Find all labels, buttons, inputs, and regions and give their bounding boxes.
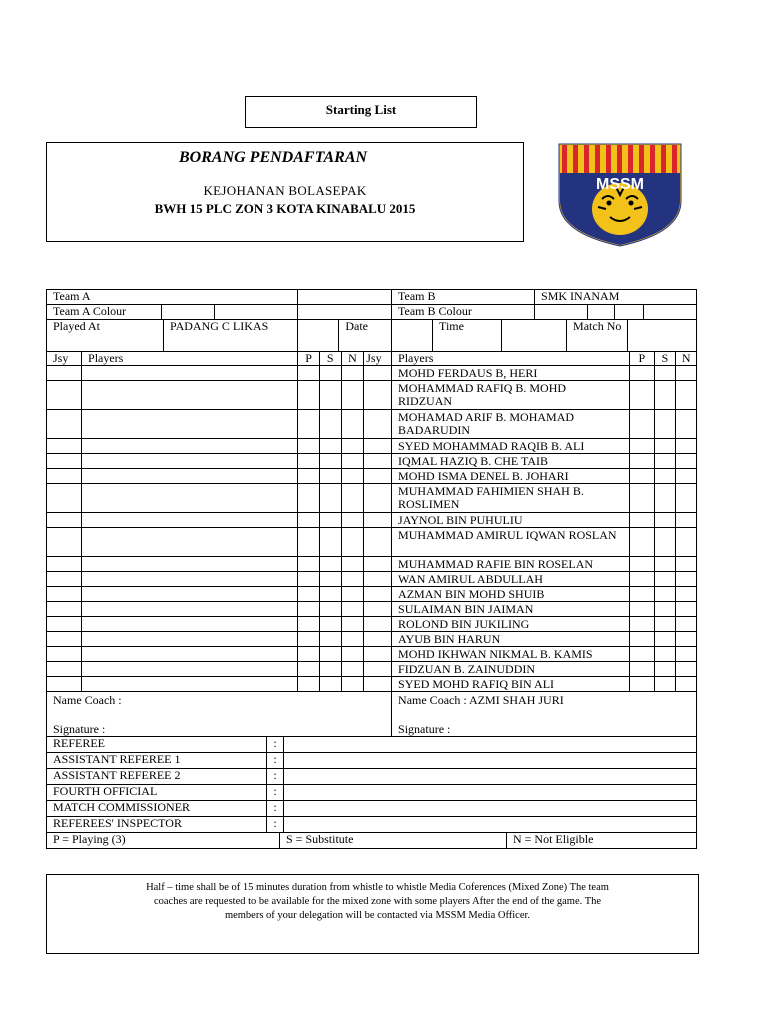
team-b-colour-3[interactable] [615,305,644,319]
n-b-cell[interactable] [676,602,697,617]
official-row [47,753,697,769]
jsy-b-cell[interactable] [364,366,392,381]
p-b-cell[interactable] [629,381,654,410]
player-row [47,469,697,484]
player-row [47,602,697,617]
n-b-cell[interactable] [676,647,697,662]
player-a-cell[interactable] [82,662,298,677]
coach-b-label: Name Coach : [398,693,467,707]
starting-list-title: Starting List [245,96,477,128]
official-field[interactable] [284,785,696,800]
p-a-cell[interactable] [298,572,320,587]
time-label: Time [433,320,502,351]
jsy-a-cell[interactable] [47,513,82,528]
p-b-cell[interactable] [629,557,654,572]
s-b-cell[interactable] [654,677,676,692]
player-a-cell[interactable] [82,366,298,381]
official-label: REFEREES' INSPECTOR [47,817,267,832]
jsy-b-cell[interactable] [364,410,392,439]
n-a-cell[interactable] [341,662,364,677]
n-b-cell[interactable] [676,439,697,454]
official-cell [47,769,697,785]
p-b-cell[interactable] [629,602,654,617]
n-b-cell[interactable] [676,454,697,469]
logo-text: MSSM [596,176,644,193]
p-b-cell[interactable] [629,513,654,528]
jsy-b-cell[interactable] [364,572,392,587]
jsy-a-cell[interactable] [47,381,82,410]
official-colon: : [267,817,284,832]
official-colon: : [267,769,284,784]
team-a-field[interactable] [298,290,392,305]
p-a-cell[interactable] [298,587,320,602]
player-a-cell[interactable] [82,454,298,469]
n-b-cell[interactable] [676,366,697,381]
jsy-a-cell[interactable] [47,484,82,513]
n-b-cell[interactable] [676,528,697,557]
jsy-b-cell[interactable] [364,528,392,557]
official-field[interactable] [284,817,696,832]
official-cell [47,737,697,753]
played-at-label: Played At [53,319,100,333]
p-b-cell[interactable] [629,469,654,484]
player-b-name: SYED MOHD RAFIQ BIN ALI [392,677,630,692]
jsy-b-cell[interactable] [364,647,392,662]
legend-substitute: S = Substitute [280,833,507,848]
player-a-cell[interactable] [82,381,298,410]
p-a-cell[interactable] [298,647,320,662]
official-cell [47,801,697,817]
p-a-cell[interactable] [298,469,320,484]
official-cell [47,817,697,833]
s-a-cell[interactable] [319,528,341,557]
player-a-cell[interactable] [82,557,298,572]
n-a-cell[interactable] [341,677,364,692]
n-a-cell[interactable] [341,484,364,513]
jsy-b-cell[interactable] [364,587,392,602]
jsy-a-cell[interactable] [47,469,82,484]
player-b-name: WAN AMIRUL ABDULLAH [392,572,630,587]
s-b-cell[interactable] [654,528,676,557]
official-label: MATCH COMMISSIONER [47,801,267,816]
p-b-cell[interactable] [629,366,654,381]
coach-row [47,692,697,737]
p-b-cell[interactable] [629,617,654,632]
n-b-cell[interactable] [676,513,697,528]
date-label: Date [338,320,391,351]
p-a-cell[interactable] [298,632,320,647]
player-b-name: SULAIMAN BIN JAIMAN [392,602,630,617]
n-b-cell[interactable] [676,632,697,647]
team-b-label: Team B [392,290,535,304]
n-a-cell[interactable] [341,381,364,410]
official-cell [47,785,697,801]
jsy-b-cell[interactable] [364,484,392,513]
p-a-cell[interactable] [298,528,320,557]
coach-b-cell [392,692,697,737]
player-row [47,484,697,513]
player-b-name: AYUB BIN HARUN [392,632,630,647]
s-a-cell[interactable] [319,410,341,439]
s-a-cell[interactable] [319,662,341,677]
jsy-a-cell[interactable] [47,528,82,557]
n-a-cell[interactable] [341,602,364,617]
p-a-cell[interactable] [298,454,320,469]
n-header-b: N [676,352,697,366]
player-row [47,632,697,647]
p-a-cell[interactable] [298,677,320,692]
player-row [47,410,697,439]
n-b-cell[interactable] [676,587,697,602]
n-b-cell[interactable] [676,469,697,484]
notes-box [46,874,699,954]
n-a-cell[interactable] [341,528,364,557]
p-b-cell[interactable] [629,587,654,602]
jsy-header-a: Jsy [47,352,82,366]
team-a-colour-row [47,305,298,320]
form-header [46,142,524,242]
official-label: FOURTH OFFICIAL [47,785,267,800]
player-b-name: MUHAMMAD FAHIMIEN SHAH B. ROSLIMEN [392,484,630,513]
played-at-field[interactable]: PADANG C LIKAS [163,320,297,351]
player-a-cell[interactable] [82,513,298,528]
p-b-cell[interactable] [629,484,654,513]
mssm-logo-icon [558,143,682,247]
match-no-field[interactable] [628,320,696,351]
players-header-a: Players [82,352,298,366]
legend-cell [47,833,697,849]
p-b-cell[interactable] [629,439,654,454]
s-b-cell[interactable] [654,602,676,617]
player-b-name: ROLOND BIN JUKILING [392,617,630,632]
p-a-cell[interactable] [298,410,320,439]
s-b-cell[interactable] [654,557,676,572]
jsy-a-cell[interactable] [47,632,82,647]
player-a-cell[interactable] [82,677,298,692]
jsy-b-cell[interactable] [364,602,392,617]
time-field[interactable] [502,320,567,351]
player-b-name: AZMAN BIN MOHD SHUIB [392,587,630,602]
player-row [47,677,697,692]
n-a-cell[interactable] [341,439,364,454]
player-b-name: FIDZUAN B. ZAINUDDIN [392,662,630,677]
player-row [47,528,697,557]
s-b-cell[interactable] [654,454,676,469]
coach-a-cell [47,692,392,737]
n-a-cell[interactable] [341,617,364,632]
p-b-cell[interactable] [629,632,654,647]
player-row [47,662,697,677]
tournament-name: KEJOHANAN BOLASEPAK [203,183,367,198]
s-b-cell[interactable] [654,366,676,381]
n-a-cell[interactable] [341,513,364,528]
n-b-cell[interactable] [676,677,697,692]
team-a-label: Team A [53,289,91,303]
player-b-name: MUHAMMAD RAFIE BIN ROSELAN [392,557,630,572]
p-header-a: P [298,352,320,366]
n-b-cell[interactable] [676,484,697,513]
match-no-label: Match No [567,320,628,351]
team-b-colour-row [392,305,697,320]
s-b-cell[interactable] [654,469,676,484]
official-colon: : [267,753,284,768]
p-b-cell[interactable] [629,528,654,557]
player-row [47,647,697,662]
player-a-cell[interactable] [82,439,298,454]
played-at-row [47,320,298,352]
s-b-cell[interactable] [654,632,676,647]
date-row [298,320,392,352]
player-row [47,513,697,528]
s-b-cell[interactable] [654,587,676,602]
team-b-row [392,290,697,305]
n-a-cell[interactable] [341,587,364,602]
jsy-header-b: Jsy [364,352,392,366]
jsy-a-cell[interactable] [47,439,82,454]
player-b-name: MOHAMAD ARIF B. MOHAMAD BADARUDIN [392,410,630,439]
player-b-name: MOHD FERDAUS B, HERI [392,366,630,381]
player-b-name: IQMAL HAZIQ B. CHE TAIB [392,454,630,469]
p-a-cell[interactable] [298,366,320,381]
official-field[interactable] [284,753,696,768]
s-a-cell[interactable] [319,617,341,632]
player-row [47,439,697,454]
player-b-name: MUHAMMAD AMIRUL IQWAN ROSLAN [392,528,630,557]
s-b-cell[interactable] [654,410,676,439]
player-a-cell[interactable] [82,647,298,662]
player-a-cell[interactable] [82,484,298,513]
legend-row [47,833,697,849]
n-a-cell[interactable] [341,572,364,587]
p-b-cell[interactable] [629,677,654,692]
n-b-cell[interactable] [676,410,697,439]
player-row [47,381,697,410]
jsy-a-cell[interactable] [47,647,82,662]
coach-a-label: Name Coach : [53,693,122,707]
jsy-a-cell[interactable] [47,366,82,381]
player-row [47,572,697,587]
s-b-cell[interactable] [654,484,676,513]
s-a-cell[interactable] [319,557,341,572]
jsy-a-cell[interactable] [47,662,82,677]
p-a-cell[interactable] [298,439,320,454]
official-cell [47,753,697,769]
jsy-b-cell[interactable] [364,557,392,572]
team-b-colour-4[interactable] [644,305,696,319]
team-a-label-cell [47,290,298,305]
official-colon: : [267,785,284,800]
registration-table [46,289,697,849]
n-b-cell[interactable] [676,557,697,572]
s-b-cell[interactable] [654,617,676,632]
s-a-cell[interactable] [319,454,341,469]
legend-playing: P = Playing (3) [47,833,280,848]
coach-b-signature: Signature : [398,722,451,736]
p-a-cell[interactable] [298,617,320,632]
p-b-cell[interactable] [629,647,654,662]
player-row [47,454,697,469]
p-a-cell[interactable] [298,513,320,528]
jsy-b-cell[interactable] [364,677,392,692]
s-b-cell[interactable] [654,381,676,410]
s-header-b: S [654,352,676,366]
s-a-cell[interactable] [319,381,341,410]
date-field[interactable] [392,320,433,351]
jsy-a-cell[interactable] [47,454,82,469]
time-row [392,320,697,352]
n-a-cell[interactable] [341,632,364,647]
n-a-cell[interactable] [341,647,364,662]
team-b-colour-label: Team B Colour [392,305,535,319]
n-a-cell[interactable] [341,366,364,381]
coach-b-name: AZMI SHAH JURI [469,693,564,707]
jsy-a-cell[interactable] [47,587,82,602]
jsy-b-cell[interactable] [364,617,392,632]
n-header-a: N [341,352,364,366]
s-a-cell[interactable] [319,677,341,692]
p-b-cell[interactable] [629,662,654,677]
s-a-cell[interactable] [319,587,341,602]
jsy-a-cell[interactable] [47,572,82,587]
player-b-name: MOHD IKHWAN NIKMAL B. KAMIS [392,647,630,662]
n-a-cell[interactable] [341,557,364,572]
jsy-a-cell[interactable] [47,677,82,692]
n-b-cell[interactable] [676,662,697,677]
official-colon: : [267,801,284,816]
legend-not-eligible: N = Not Eligible [513,832,594,846]
team-a-colour-2[interactable] [214,305,297,319]
jsy-b-cell[interactable] [364,381,392,410]
player-a-cell[interactable] [82,572,298,587]
player-b-name: MOHAMMAD RAFIQ B. MOHD RIDZUAN [392,381,630,410]
jsy-b-cell[interactable] [364,662,392,677]
jsy-a-cell[interactable] [47,557,82,572]
s-a-cell[interactable] [319,632,341,647]
n-a-cell[interactable] [341,469,364,484]
s-a-cell[interactable] [319,602,341,617]
official-row [47,785,697,801]
coach-a-signature: Signature : [53,722,106,736]
team-a-colour-1[interactable] [161,305,214,319]
player-a-cell[interactable] [82,617,298,632]
jsy-a-cell[interactable] [47,617,82,632]
team-a-colour-3[interactable] [298,305,392,320]
official-field[interactable] [284,769,696,784]
player-b-name: JAYNOL BIN PUHULIU [392,513,630,528]
p-a-cell[interactable] [298,557,320,572]
jsy-b-cell[interactable] [364,439,392,454]
form-title: BORANG PENDAFTARAN [179,149,368,166]
player-a-cell[interactable] [82,410,298,439]
s-b-cell[interactable] [654,572,676,587]
jsy-b-cell[interactable] [364,469,392,484]
s-a-cell[interactable] [319,572,341,587]
jsy-b-cell[interactable] [364,454,392,469]
player-row [47,557,697,572]
team-b-colour-1[interactable] [535,305,588,319]
p-a-cell[interactable] [298,381,320,410]
notes-text: Half – time shall be of 15 minutes duration from whistle to whistle Media Coferences (Mixed Zone) The team coaches are requested to be available for the mixed zone with some players After the end of the game. The members of your delegation will be contacted via MSSM Media Officer. [146,882,609,921]
s-b-cell[interactable] [654,513,676,528]
p-a-cell[interactable] [298,662,320,677]
official-label: REFEREE [47,737,267,752]
tournament-subtitle: BWH 15 PLC ZON 3 KOTA KINABALU 2015 [154,201,416,216]
team-a-colour-label: Team A Colour [53,304,127,318]
p-b-cell[interactable] [629,454,654,469]
player-a-cell[interactable] [82,602,298,617]
official-row [47,737,697,753]
player-a-cell[interactable] [82,632,298,647]
official-label: ASSISTANT REFEREE 1 [47,753,267,768]
s-a-cell[interactable] [319,647,341,662]
p-a-cell[interactable] [298,484,320,513]
official-label: ASSISTANT REFEREE 2 [47,769,267,784]
jsy-b-cell[interactable] [364,513,392,528]
jsy-a-cell[interactable] [47,410,82,439]
jsy-a-cell[interactable] [47,602,82,617]
team-b-colour-2[interactable] [588,305,615,319]
n-a-cell[interactable] [341,454,364,469]
s-a-cell[interactable] [319,469,341,484]
official-field[interactable] [284,801,696,816]
player-b-name: SYED MOHAMMAD RAQIB B. ALI [392,439,630,454]
p-a-cell[interactable] [298,602,320,617]
jsy-b-cell[interactable] [364,632,392,647]
player-a-cell[interactable] [82,469,298,484]
n-b-cell[interactable] [676,572,697,587]
s-a-cell[interactable] [319,439,341,454]
player-b-name: MOHD ISMA DENEL B. JOHARI [392,469,630,484]
player-row [47,617,697,632]
n-a-cell[interactable] [341,410,364,439]
players-header-b: Players [392,352,630,366]
s-b-cell[interactable] [654,439,676,454]
p-header-b: P [629,352,654,366]
player-a-cell[interactable] [82,528,298,557]
official-row [47,817,697,833]
official-row [47,801,697,817]
s-a-cell[interactable] [319,366,341,381]
n-b-cell[interactable] [676,617,697,632]
s-b-cell[interactable] [654,647,676,662]
player-row [47,366,697,381]
player-a-cell[interactable] [82,587,298,602]
s-a-cell[interactable] [319,484,341,513]
team-b-field[interactable]: SMK INANAM [541,289,620,303]
s-a-cell[interactable] [319,513,341,528]
official-row [47,769,697,785]
player-row [47,587,697,602]
p-b-cell[interactable] [629,410,654,439]
s-header-a: S [319,352,341,366]
official-field[interactable] [284,737,696,752]
n-b-cell[interactable] [676,381,697,410]
p-b-cell[interactable] [629,572,654,587]
s-b-cell[interactable] [654,662,676,677]
official-colon: : [267,737,284,752]
